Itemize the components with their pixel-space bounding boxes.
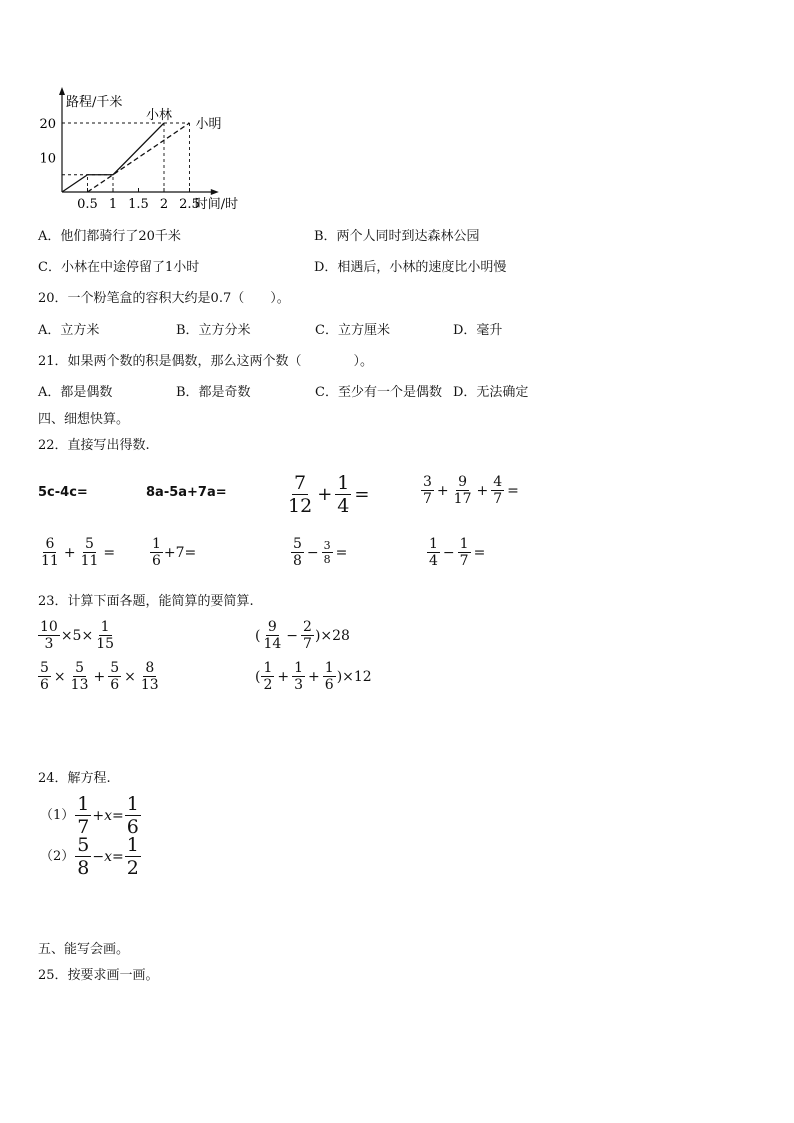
q19-option-a[interactable]: A．他们都骑行了20千米 xyxy=(38,229,181,244)
q23-expr-4: ( $\frac{1}{2}$ + $\frac{1}{3}$ + $\frac{1}{6}$ )×12 xyxy=(255,660,372,693)
q21-stem: 21．如果两个数的积是偶数，那么这两个数（ ）。 xyxy=(38,354,374,369)
q21-option-c[interactable]: C．至少有一个是偶数 xyxy=(315,385,442,400)
q24-equation-1: （1） $\frac{1}{7}$ +x= $\frac{1}{6}$ xyxy=(40,793,139,838)
q25-stem: 25．按要求画一画。 xyxy=(38,968,159,983)
q22-expr-7: $\frac{5}{8}$ − $\frac{3}{8}$ = xyxy=(293,536,348,569)
x-tick-label: 1 xyxy=(108,197,118,212)
q21-option-a[interactable]: A．都是偶数 xyxy=(38,385,113,400)
series-label-xiaoming: 小明 xyxy=(195,117,222,132)
q20-option-c[interactable]: C．立方厘米 xyxy=(315,323,390,338)
section-4-heading: 四、细想快算。 xyxy=(38,412,130,427)
distance-time-chart xyxy=(30,86,280,216)
q24-equation-2: （2） $\frac{5}{8}$ −x= $\frac{1}{2}$ xyxy=(40,834,139,879)
q22-expr-2: 8a-5a+7a= xyxy=(146,485,227,500)
q22-expr-3: $\frac{7}{12}$ + $\frac{1}{4}$ = xyxy=(288,472,370,517)
y-axis-arrow xyxy=(59,87,65,95)
q20-stem: 20．一个粉笔盒的容积大约是0.7（ ）。 xyxy=(38,291,290,306)
q20-option-a[interactable]: A．立方米 xyxy=(38,323,100,338)
y-tick-label: 20 xyxy=(39,117,56,132)
q22-stem: 22．直接写出得数. xyxy=(38,438,150,453)
q22-expr-5: $\frac{6}{11}$ + $\frac{5}{11}$ = xyxy=(41,536,116,569)
q20-option-d[interactable]: D．毫升 xyxy=(453,323,503,338)
q19-option-c[interactable]: C．小林在中途停留了1小时 xyxy=(38,260,200,275)
x-tick-label: 2.5 xyxy=(179,197,200,212)
q23-expr-3: $\frac{5}{6}$ × $\frac{5}{13}$ + $\frac{5}{6}$ × $\frac{8}{13}$ xyxy=(40,660,159,693)
q21-option-b[interactable]: B．都是奇数 xyxy=(176,385,251,400)
y-axis-label: 路程/千米 xyxy=(66,95,123,110)
q23-expr-1: $\frac{10}{3}$ ×5× $\frac{1}{15}$ xyxy=(40,619,115,652)
x-tick-label: 2 xyxy=(159,197,169,212)
q20-option-b[interactable]: B．立方分米 xyxy=(176,323,251,338)
section-5-heading: 五、能写会画。 xyxy=(38,942,130,957)
x-tick-label: 1.5 xyxy=(128,197,149,212)
x-axis-arrow xyxy=(211,189,219,195)
series-line-xiaolin xyxy=(62,123,164,192)
q22-expr-8: $\frac{1}{4}$ − $\frac{1}{7}$ = xyxy=(429,536,486,569)
q24-stem: 24．解方程. xyxy=(38,771,111,786)
q22-expr-4: $\frac{3}{7}$ + $\frac{9}{17}$ + $\frac{4}{7}$ = xyxy=(423,474,519,507)
q22-expr-1: 5c-4c= xyxy=(38,485,88,500)
series-line-xiaoming xyxy=(88,123,190,192)
q23-stem: 23．计算下面各题，能简算的要简算. xyxy=(38,594,254,609)
q21-option-d[interactable]: D．无法确定 xyxy=(453,385,529,400)
q22-expr-6: $\frac{1}{6}$ +7= xyxy=(152,536,197,569)
q23-expr-2: ( $\frac{9}{14}$ − $\frac{2}{7}$ )×28 xyxy=(255,619,350,652)
x-axis-label: 时间/时 xyxy=(194,197,239,212)
series-label-xiaolin: 小林 xyxy=(146,108,173,123)
x-tick-label: 0.5 xyxy=(77,197,98,212)
y-tick-label: 10 xyxy=(39,151,56,167)
q19-option-d[interactable]: D．相遇后，小林的速度比小明慢 xyxy=(314,260,507,275)
q19-option-b[interactable]: B．两个人同时到达森林公园 xyxy=(314,229,480,244)
